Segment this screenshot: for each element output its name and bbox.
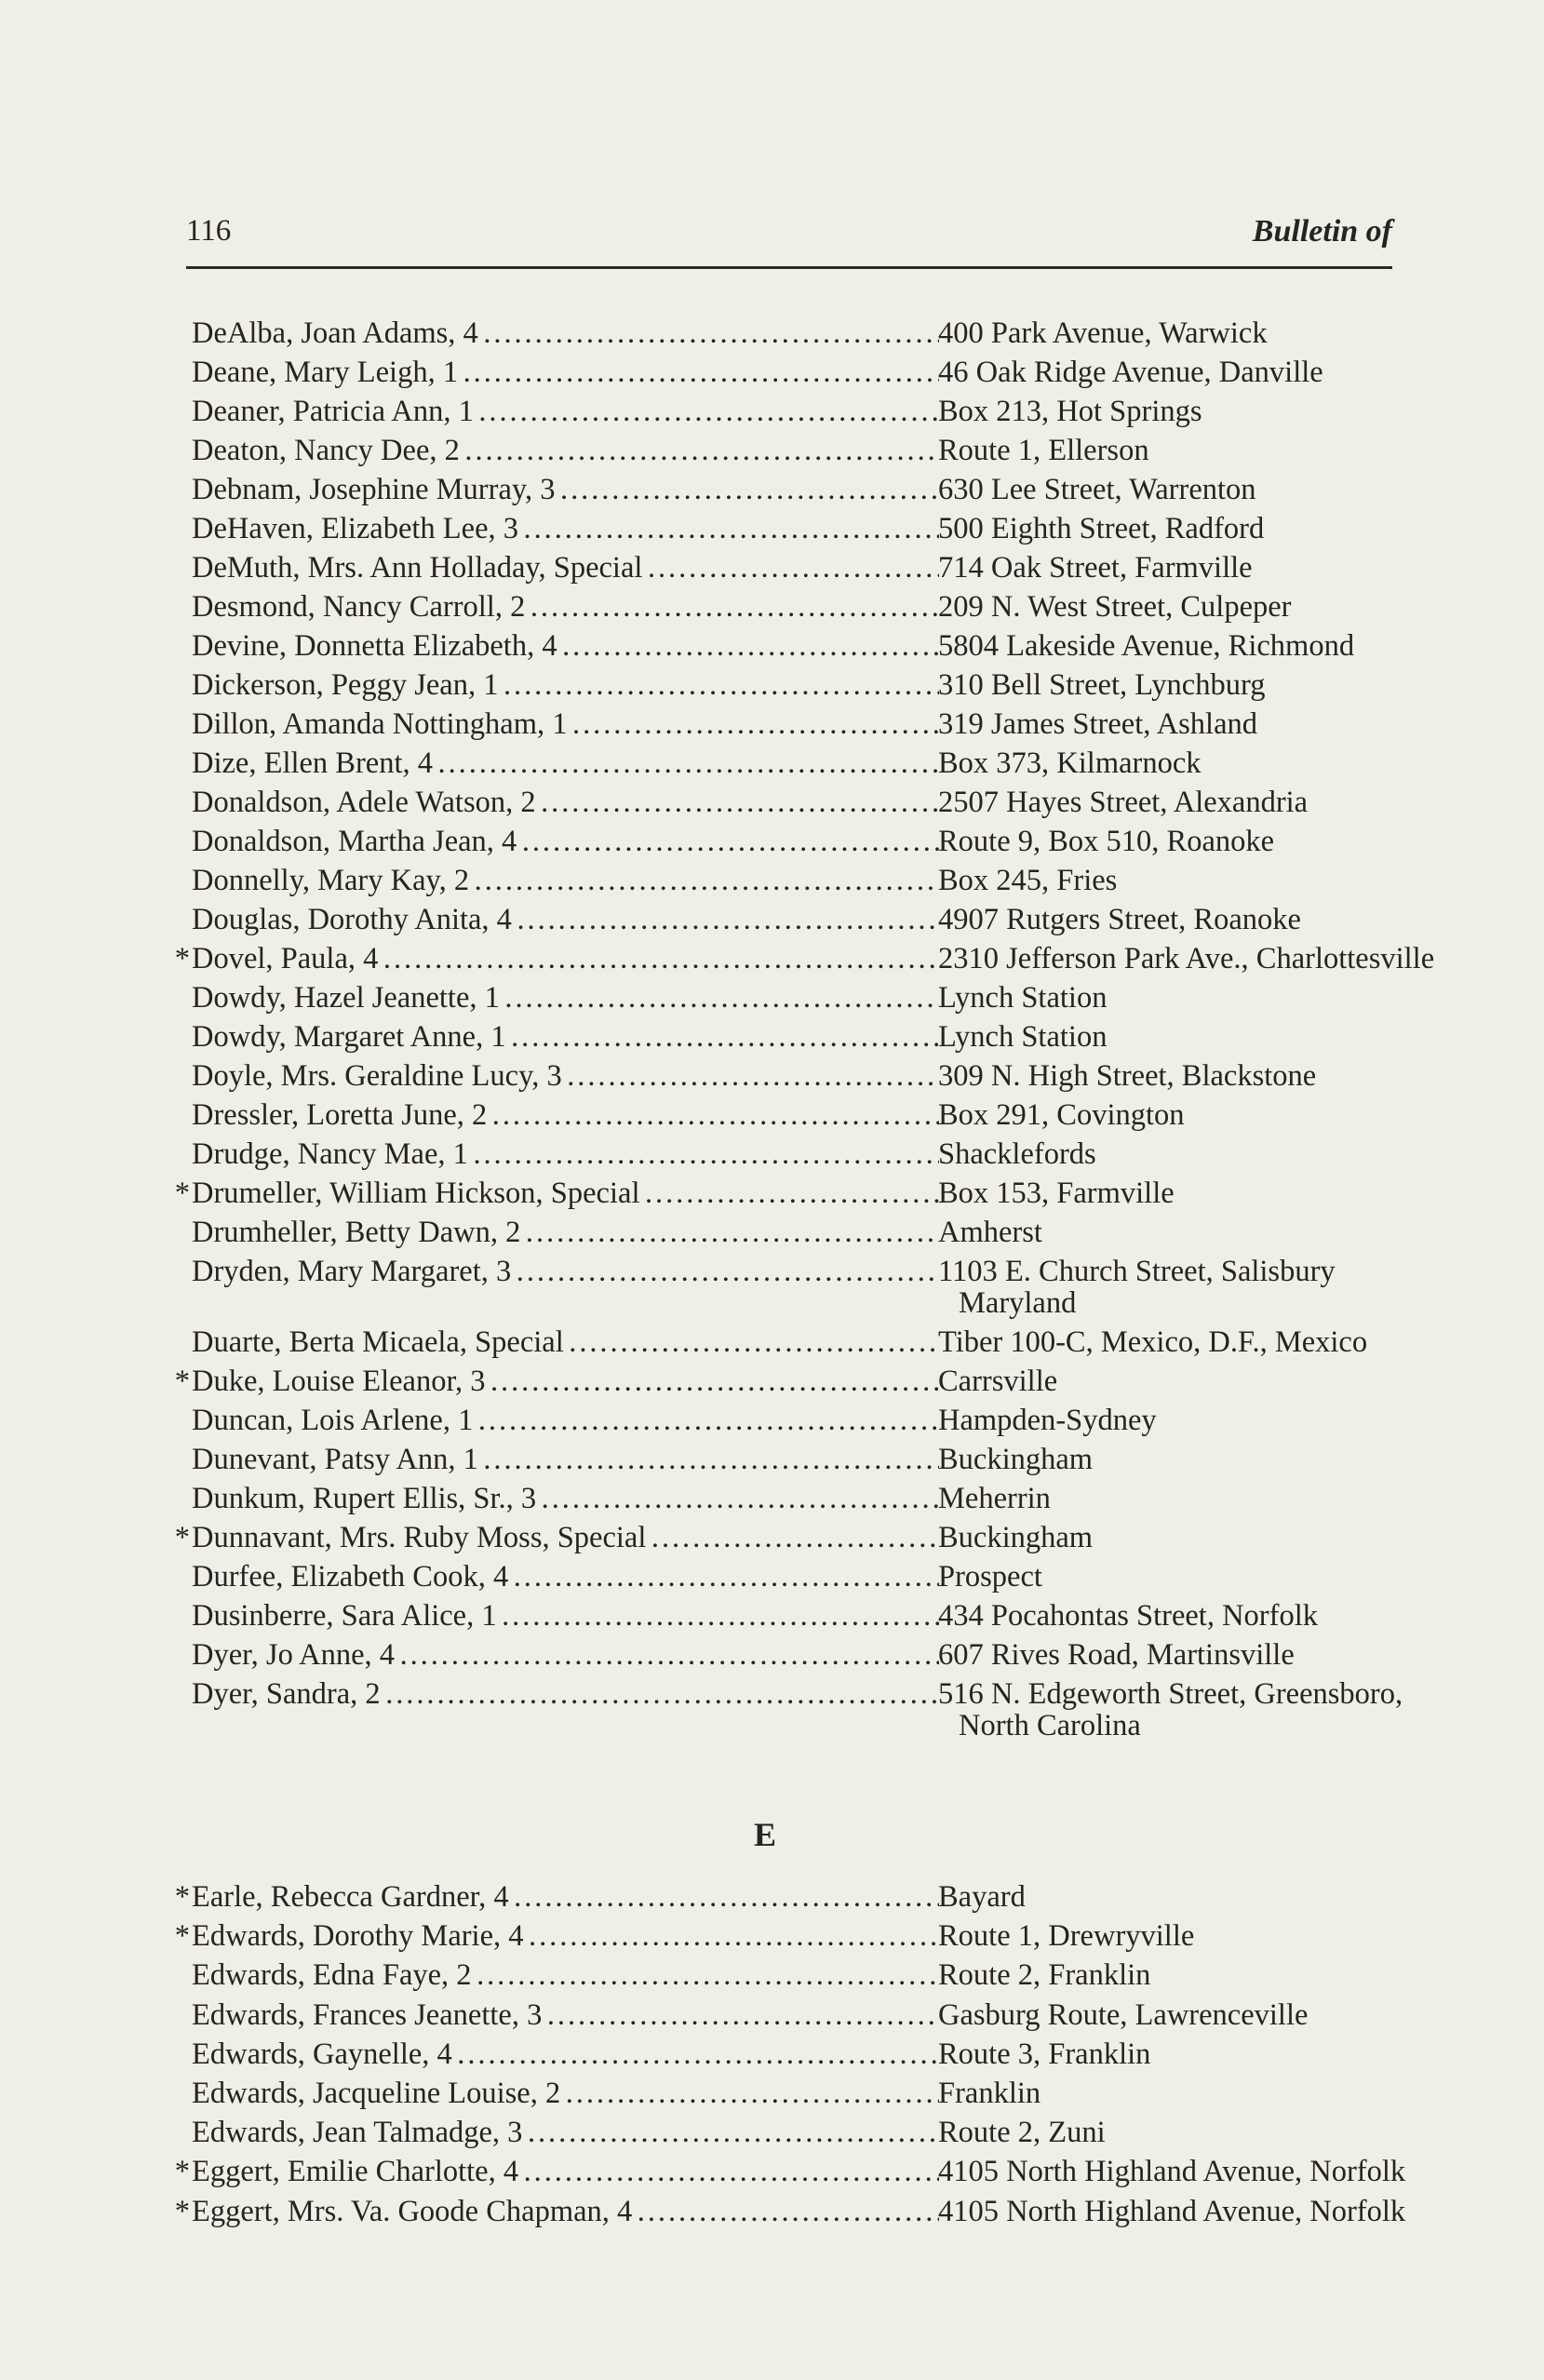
- entry-name: Duncan, Lois Arlene, 1 . . .: [192, 1402, 939, 1439]
- entry-name: Duke, Louise Eleanor, 3 . . .: [192, 1363, 939, 1400]
- directory-entry: [169, 784, 1416, 821]
- directory-entry: [169, 471, 1416, 508]
- directory-entry: [169, 510, 1416, 547]
- entry-name: Douglas, Dorothy Anita, 4 . . .: [192, 901, 939, 938]
- directory-entry: [169, 862, 1416, 899]
- directory-entry: [169, 706, 1416, 743]
- entry-address: 630 Lee Street, Warrenton: [938, 473, 1256, 506]
- asterisk-marker: *: [174, 1919, 190, 1954]
- entry-name: Earle, Rebecca Gardner, 4 . . .: [192, 1878, 939, 1916]
- entry-name: Dunkum, Rupert Ellis, Sr., 3 . . .: [192, 1480, 939, 1517]
- entry-address: 2507 Hayes Street, Alexandria: [938, 786, 1309, 819]
- directory-entry: [169, 2036, 1416, 2073]
- asterisk-marker: *: [174, 1521, 190, 1554]
- entry-name: Edwards, Gaynelle, 4 . . .: [192, 2036, 939, 2073]
- directory-entry: [169, 1175, 1416, 1212]
- entry-name: Donaldson, Adele Watson, 2 . . .: [192, 784, 939, 821]
- directory-entry: [169, 1917, 1416, 1955]
- directory-entry: [169, 315, 1416, 352]
- directory-entry: [169, 1402, 1416, 1439]
- entry-address: Buckingham: [938, 1443, 1094, 1476]
- directory-entry: [169, 745, 1416, 782]
- entry-name: Deaton, Nancy Dee, 2 . . .: [192, 432, 939, 469]
- asterisk-marker: *: [174, 2194, 190, 2228]
- entry-address: 400 Park Avenue, Warwick: [938, 316, 1268, 350]
- entry-name: Drumeller, William Hickson, Special . . .: [192, 1175, 939, 1212]
- directory-entry: [169, 2193, 1416, 2230]
- directory-entry: [169, 1675, 1416, 1742]
- entry-address: Hampden-Sydney: [938, 1404, 1157, 1437]
- directory-entry: [169, 1597, 1416, 1634]
- entry-name: Dovel, Paula, 4 . . .: [192, 940, 939, 977]
- entry-name: Dyer, Jo Anne, 4 . . .: [192, 1636, 939, 1674]
- directory-entry: [169, 1441, 1416, 1478]
- asterisk-marker: *: [174, 942, 190, 975]
- entry-address: Amherst: [938, 1216, 1042, 1249]
- entry-address: 714 Oak Street, Farmville: [938, 551, 1253, 585]
- directory-entry: [169, 1136, 1416, 1173]
- entry-address: 2310 Jefferson Park Ave., Charlottesville: [938, 942, 1435, 975]
- entry-address: 319 James Street, Ashland: [938, 707, 1258, 741]
- entry-address: Gasburg Route, Lawrenceville: [938, 1997, 1309, 2032]
- entry-address: 434 Pocahontas Street, Norfolk: [938, 1599, 1318, 1633]
- directory-entry: [169, 1997, 1416, 2034]
- directory-entry: [169, 1558, 1416, 1595]
- directory-entry: [169, 1214, 1416, 1251]
- directory-entry: [169, 1519, 1416, 1556]
- entry-name: Desmond, Nancy Carroll, 2 . . .: [192, 588, 939, 625]
- entry-name: Drudge, Nancy Mae, 1 . . .: [192, 1136, 939, 1173]
- entry-name: Edwards, Jean Talmadge, 3 . . .: [192, 2114, 939, 2151]
- directory-entry: [169, 393, 1416, 430]
- entry-address: Route 1, Ellerson: [938, 434, 1149, 467]
- asterisk-marker: *: [174, 1365, 190, 1398]
- directory-entry: [169, 2114, 1416, 2151]
- entry-name: Deaner, Patricia Ann, 1 . . .: [192, 393, 939, 430]
- entry-address: Route 9, Box 510, Roanoke: [938, 825, 1275, 858]
- entry-name: Edwards, Frances Jeanette, 3 . . .: [192, 1997, 939, 2034]
- entry-address: 209 N. West Street, Culpeper: [938, 590, 1292, 624]
- entry-name: Durfee, Elizabeth Cook, 4 . . .: [192, 1558, 939, 1595]
- entry-address: 309 N. High Street, Blackstone: [938, 1059, 1317, 1093]
- entry-name: Dusinberre, Sara Alice, 1 . . .: [192, 1597, 939, 1634]
- entry-name: Edwards, Edna Faye, 2 . . .: [192, 1956, 939, 1994]
- entry-name: Devine, Donnetta Elizabeth, 4 . . .: [192, 627, 939, 665]
- entry-address: Franklin: [938, 2077, 1041, 2110]
- entry-name: Doyle, Mrs. Geraldine Lucy, 3 . . .: [192, 1057, 939, 1095]
- directory-entry: [169, 823, 1416, 860]
- entry-name: Dunevant, Patsy Ann, 1 . . .: [192, 1441, 939, 1478]
- asterisk-marker: *: [174, 1177, 190, 1210]
- entry-address: Route 2, Zuni: [938, 2116, 1106, 2150]
- directory-entry: [169, 1636, 1416, 1674]
- entry-address: Carrsville: [938, 1365, 1058, 1398]
- entry-address: 4105 North Highland Avenue, Norfolk: [938, 2194, 1406, 2228]
- entry-address: Route 2, Franklin: [938, 1958, 1151, 1993]
- directory-entry: [169, 1057, 1416, 1095]
- entry-name: Duarte, Berta Micaela, Special . . .: [192, 1324, 939, 1361]
- entry-address: Box 213, Hot Springs: [938, 395, 1202, 428]
- directory-entry: [169, 1363, 1416, 1400]
- asterisk-marker: *: [174, 1880, 190, 1914]
- entry-address: Route 1, Drewryville: [938, 1919, 1195, 1954]
- entry-address: Lynch Station: [938, 1020, 1108, 1054]
- entry-name: Deane, Mary Leigh, 1 . . .: [192, 354, 939, 391]
- entry-name: Edwards, Jacqueline Louise, 2 . . .: [192, 2075, 939, 2112]
- directory-entry: [169, 1018, 1416, 1056]
- entry-address: 607 Rives Road, Martinsville: [938, 1638, 1295, 1672]
- directory-entry: [169, 1096, 1416, 1134]
- directory-entry: [169, 354, 1416, 391]
- entry-address: Route 3, Franklin: [938, 2037, 1151, 2071]
- directory-entry: [169, 1878, 1416, 1916]
- directory-entry: [169, 979, 1416, 1016]
- entry-name: Dryden, Mary Margaret, 3 . . .: [192, 1253, 939, 1290]
- entry-name: Dickerson, Peggy Jean, 1 . . .: [192, 666, 939, 704]
- entry-address: Tiber 100-C, Mexico, D.F., Mexico: [938, 1325, 1368, 1359]
- directory-entry: [169, 1324, 1416, 1361]
- directory-entry: [169, 1253, 1416, 1320]
- running-title: Bulletin of: [1252, 214, 1392, 249]
- entry-name: Edwards, Dorothy Marie, 4 . . .: [192, 1917, 939, 1955]
- entry-address: Box 291, Covington: [938, 1098, 1185, 1132]
- entry-name: Donnelly, Mary Kay, 2 . . .: [192, 862, 939, 899]
- page-header: [186, 210, 1392, 269]
- entry-address: Box 153, Farmville: [938, 1177, 1175, 1210]
- entry-address: Box 245, Fries: [938, 864, 1118, 897]
- entry-address: Prospect: [938, 1560, 1042, 1593]
- entry-name: Dressler, Loretta June, 2 . . .: [192, 1096, 939, 1134]
- entry-address: 4907 Rutgers Street, Roanoke: [938, 903, 1301, 936]
- entry-address: Shacklefords: [938, 1137, 1096, 1171]
- entry-name: Dowdy, Hazel Jeanette, 1 . . .: [192, 979, 939, 1016]
- directory-entry: [169, 666, 1416, 704]
- entry-address: Buckingham: [938, 1521, 1094, 1554]
- entry-name: DeAlba, Joan Adams, 4 . . .: [192, 315, 939, 352]
- directory-entry: [169, 2075, 1416, 2112]
- entry-name: Drumheller, Betty Dawn, 2 . . .: [192, 1214, 939, 1251]
- entry-address-continuation: North Carolina: [959, 1709, 1141, 1742]
- entry-address: 500 Eighth Street, Radford: [938, 512, 1265, 545]
- directory-entry: [169, 588, 1416, 625]
- entry-address: 4105 North Highland Avenue, Norfolk: [938, 2155, 1406, 2189]
- entry-address: 46 Oak Ridge Avenue, Danville: [938, 356, 1323, 389]
- entry-address: Bayard: [938, 1880, 1026, 1914]
- entry-name: Eggert, Mrs. Va. Goode Chapman, 4 . . .: [192, 2193, 939, 2230]
- entry-address: Lynch Station: [938, 981, 1108, 1015]
- directory-entry: [169, 1956, 1416, 1994]
- entry-address: Box 373, Kilmarnock: [938, 746, 1202, 780]
- asterisk-marker: *: [174, 2155, 190, 2189]
- directory-entry: [169, 940, 1435, 977]
- entry-name: Dowdy, Margaret Anne, 1 . . .: [192, 1018, 939, 1056]
- directory-entry: [169, 432, 1416, 469]
- entry-name: Debnam, Josephine Murray, 3 . . .: [192, 471, 939, 508]
- directory-entry: [169, 2153, 1416, 2190]
- directory-entry: [169, 627, 1416, 665]
- entry-name: DeHaven, Elizabeth Lee, 3 . . .: [192, 510, 939, 547]
- entry-address: 310 Bell Street, Lynchburg: [938, 668, 1266, 702]
- entry-address: 5804 Lakeside Avenue, Richmond: [938, 629, 1355, 663]
- entry-name: Dunnavant, Mrs. Ruby Moss, Special . . .: [192, 1519, 939, 1556]
- entry-name: Donaldson, Martha Jean, 4 . . .: [192, 823, 939, 860]
- entry-address: 1103 E. Church Street, Salisbury: [938, 1255, 1336, 1288]
- entry-name: Dyer, Sandra, 2 . . .: [192, 1675, 939, 1713]
- entry-name: Dize, Ellen Brent, 4 . . .: [192, 745, 939, 782]
- entry-name: DeMuth, Mrs. Ann Holladay, Special . . .: [192, 549, 939, 586]
- directory-entry: [169, 1480, 1416, 1517]
- entry-address: 516 N. Edgeworth Street, Greensboro,: [938, 1677, 1403, 1711]
- page-number: 116: [186, 214, 232, 248]
- entry-name: Eggert, Emilie Charlotte, 4 . . .: [192, 2153, 939, 2190]
- directory-entry: [169, 901, 1416, 938]
- directory-entry: [169, 549, 1416, 586]
- entry-address-continuation: Maryland: [959, 1286, 1077, 1320]
- entry-address: Meherrin: [938, 1482, 1051, 1515]
- entry-name: Dillon, Amanda Nottingham, 1 . . .: [192, 706, 939, 743]
- section-heading: E: [754, 1816, 777, 1853]
